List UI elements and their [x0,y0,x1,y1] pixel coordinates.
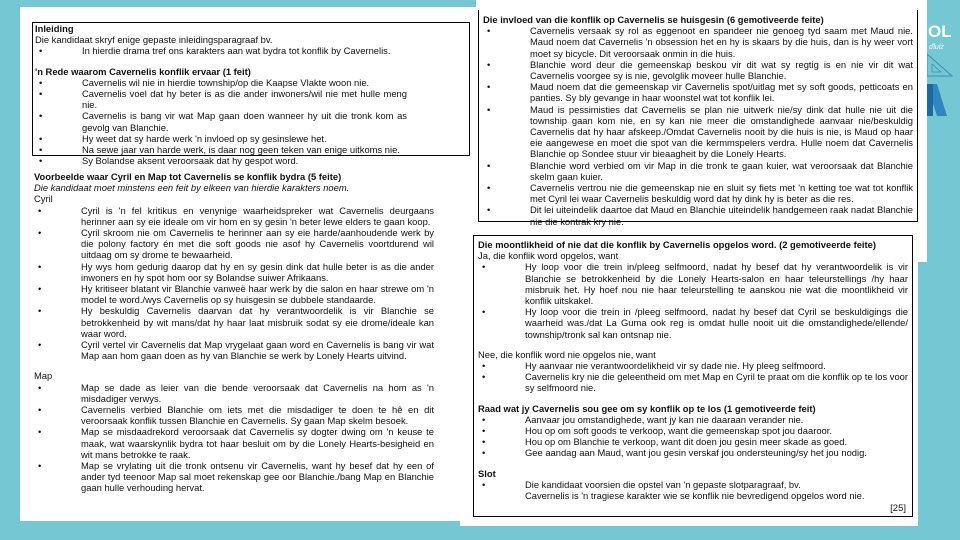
yes-label: Ja, die konflik word opgelos, want [478,250,619,262]
list-item: • Blanchie word deur die gemeenskap beskou vir dit wat sy regtig is en nie vir dit wat Cavernelis voorgee sy is nie, gevolglik moveer hulle Blanchie. [483,59,913,81]
list-item: • Cyril vertel vir Cavernelis dat Map vrygelaat gaan word en Cavernelis is bang vir wat Map aan hom gaan doen as hy van Blanchie se werk by Lonely Hearts uitvind. [34,339,434,361]
logo-subtitle: ďlulż [929,44,944,51]
list-item: • Hy kritiseer blatant vir Blanchie vanweë haar werk by die salon en haar strewe om 'n model te word./wys Cavernelis op sy huisgesin se dubbele standaarde. [34,283,434,305]
list-item: • Sy Bolandse aksent veroorsaak dat hy gespot word. [35,155,407,166]
list-item: • Hy loop voor die trein in /pleeg selfmoord, nadat hy besef dat Cyril se beskuldigings die waarheid was./dat La Guma ook reg is omdat hulle nooit uit die omstandighede/ellende/ township/tronk sal kan ontsnap nie. [478,306,908,340]
list-item: • Gee aandag aan Maud, want jou gesin verskaf jou ondersteuning/sy het jou nodig. [478,447,908,458]
list-item: • Die kandidaat voorsien die opstel van 'n gepaste slotparagraaf, bv. [478,479,908,490]
list-item: • Map se vrylating uit die tronk ontsenu vir Cavernelis, want hy besef dat hy een of ander tyd teenoor Map sal moet rekenskap gee oor Blanchie./bang Map en Blanchie gaan hulle verhouding hervat. [34,460,434,494]
total-marks: [25] [890,502,906,514]
family-impact-heading: Die invloed van die konflik op Cavernelis se huisgesin (6 gemotiveerde feite) [483,14,824,25]
list-item: • Cyril is 'n fel kritikus en venynige waarheidspreker wat Cavernelis deurgaans herinner aan sy eie ideale om vir hom en sy gesin 'n beter lewe elders te gaan koop. [34,205,434,227]
list-item: • Cavernelis voel dat hy beter is as die ander inwoners/wil nie met hulle meng nie. [35,88,407,110]
map-label: Map [34,370,53,382]
list-item: • Hy aanvaar nie verantwoordelikheid vir sy dade nie. Hy pleeg selfmoord. [478,360,908,371]
no-label: Nee, die konflik word nie opgelos nie, want [478,348,656,360]
cyril-label: Cyril [34,193,53,205]
list-item: • In hierdie drama tref ons karakters aan wat bydra tot konflik by Cavernelis. [35,45,467,56]
list-item: • Maud is pessimisties dat Cavernelis se plan nie uitwerk nie/sy dink dat hulle nie uit die township gaan kom nie, en sy kan nie meer die omstandighede aanvaar nie/beskuldig Cavernelis dat hy haar afskeep./Omdat Cavernelis nooit by die huis is nie, is Maud op haar eie aangewese en moet die spot van die kermmspelers verdra. Hulle noem dat Cavernelis Blanchie op Sondee stuur vir bieaagheit by die Lonely Hearts. [483,104,913,160]
resolution-box [473,235,913,517]
examples-section [34,171,434,494]
list-item: • Hy wys hom gedurig daarop dat hy en sy gesin dink dat hulle beter is as die ander inwoners en hy spot hom oor sy Bolandse suiwer Afrikaans. [34,261,434,283]
list-item: • Aanvaar jou omstandighede, want jy kan nie daaraan verander nie. [478,414,908,425]
set-square-icon [924,50,954,80]
advice-heading: Raad wat jy Cavernelis sou gee om sy konflik op te los (1 gemotiveerde feit) [478,402,816,414]
intro-heading: Inleiding [35,23,74,34]
reason-heading: 'n Rede waarom Cavernelis konflik ervaar (1 feit) [35,65,251,77]
list-item: • Map se misdaadrekord veroorsaak dat Cavernelis sy dogter dwing om 'n keuse te maak, wat waarskynlik bydra tot haar besluit om by die Lonely Hearts-besigheid en wit mans betrokke te raak. [34,426,434,460]
right-top-document-page [476,0,927,262]
intro-lead: Die kandidaat skryf enige gepaste inleidingsparagraaf bv. [35,34,273,46]
list-item: • Cavernelis is bang vir wat Map gaan doen wanneer hy uit die tronk kom as gevolg van Blanchie. [35,110,407,132]
list-item: • Cavernelis vertrou nie die gemeenskap nie en sluit sy fiets met 'n ketting toe wat tot konflik met Cyril lei waar Cavernelis beskuldig word dat hy dink hy is beter as die res. [483,182,913,204]
list-item: • Maud noem dat die gemeenskap vir Cavernelis spot/uitlag met sy soft goods, petticoats en panties. Sy bly gevange in haar woonstel wat tot konflik lei. [483,81,913,103]
list-item: • Hy weet dat sy harde werk 'n invloed op sy gesinslewe het. [35,133,407,144]
list-item: • Cavernelis kry nie die geleentheid om met Map en Cyril te praat om die konflik op te los voor sy selfmoord nie. [478,371,908,393]
list-item: • Hou op om soft goods te verkoop, want die gemeenskap spot jou daaroor. [478,425,908,436]
list-item: • Cyril skroom nie om Cavernelis te herinner aan sy eie harde/aanhoudende werk by die polony factory én met die soft goods nie asof hy Cavernelis voortdurend wil uitdaag om sy drome te bewaarheid. [34,227,434,261]
intro-box [32,22,470,167]
list-item: • Cavernelis versaak sy rol as eggenoot en spandeer nie genoeg tyd saam met Maud nie. Maud noem dat Cavernelis 'n obsession het en hy is skaars by die huis, dan is hy weer vort moet sy bicycle. Dit veroorsaak onmin in die huis. [483,25,913,59]
list-item: • Na sewe jaar van harde werk, is daar nog geen teken van enige uitkoms nie. [35,144,407,155]
resolution-heading: Die moontlikheid of nie dat die konflik by Cavernelis opgelos word. (2 gemotiveerde feite) [478,239,876,250]
right-bottom-document-page [460,232,918,526]
logo: OL [928,22,952,41]
list-item: • Cavernelis wil nie in hierdie township/op die Kaapse Vlakte woon nie. [35,77,407,88]
examples-note: Die kandidaat moet minstens een feit by elkeen van hierdie karakters noem. [34,182,350,194]
list-item: • Blanchie word verbied om vir Map in die tronk te gaan kuier, wat veroorsaak dat Blanchie skelm gaan kuier. [483,160,913,182]
family-impact-box [478,10,918,227]
list-item: • Cavernelis verbied Blanchie om iets met die misdadiger te doen te hê en dit veroorsaak konflik tussen Blanchie en Cavernelis. Sy gaan Map skelm besoek. [34,404,434,426]
list-item: • Hy loop voor die trein in/pleeg selfmoord, nadat hy besef dat hy verantwoordelik is vir Blanchie se betrokkenheid by die Lonely Hearts-salon en haar teleurstellings /hy haar misbruik het. Hy hoef nou nie haar teleurstelling te aanskou nie wat die moontlikheid vir konflik uitskakel. [478,261,908,306]
left-document-page [20,7,478,521]
list-item: • Dit lei uiteindelik daartoe dat Maud en Blanchie uiteindelik handgemeen raak nadat Blanchie nie die kontrak kry nie. [483,204,913,226]
closing-example: Cavernelis is 'n tragiese karakter wie se konflik nie bevredigend opgelos word nie. [525,490,865,502]
examples-heading: Voorbeelde waar Cyril en Map tot Cavernelis se konflik bydra (5 feite) [34,171,342,182]
list-item: • Hy beskuldig Cavernelis daarvan dat hy verantwoordelik is vir Blanchie se betrokkenheid by wit mans/dat hy haar laat misbruik sodat sy eie drome/ideale kan waar word. [34,305,434,339]
list-item: • Hou op om Blanchie te verkoop, want dit doen jou gesin meer skade as goed. [478,436,908,447]
list-item: • Map se dade as leier van die bende veroorsaak dat Cavernelis na hom as 'n misdadiger verwys. [34,382,434,404]
closing-heading: Slot [478,467,496,479]
folder-icon [925,82,950,120]
